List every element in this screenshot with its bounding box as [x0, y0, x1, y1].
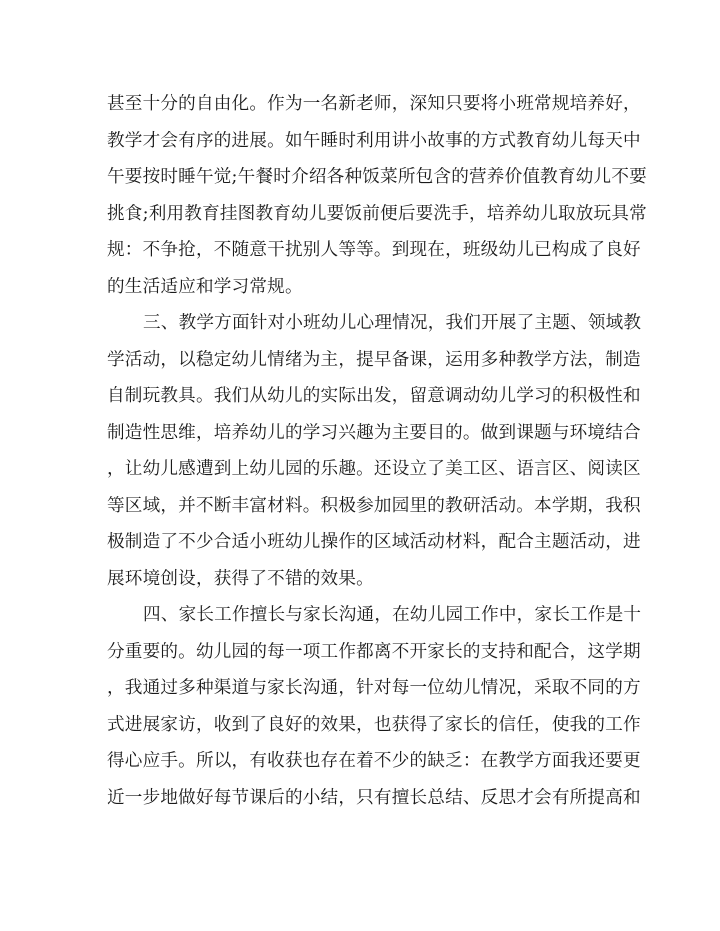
text-line: 挑食;利用教育挂图教育幼儿要饭前便后要洗手，培养幼儿取放玩具常 — [107, 203, 647, 224]
text-line: 规：不争抢，不随意干扰别人等等。到现在，班级幼儿已构成了良好 — [107, 240, 641, 260]
text-line: 教学才会有序的进展。如午睡时利用讲小故事的方式教育幼儿每天中 — [107, 130, 641, 151]
text-line: 的生活适应和学习常规。 — [107, 276, 303, 297]
text-line: 极制造了不少合适小班幼儿操作的区域活动材料，配合主题活动，进 — [107, 532, 641, 552]
text-line: ，让幼儿感遭到上幼儿园的乐趣。还设立了美工区、语言区、阅读区 — [107, 459, 641, 479]
text-line: 午要按时睡午觉;午餐时介绍各种饭菜所包含的营养价值教育幼儿不要 — [107, 167, 647, 187]
text-line: 展环境创设，获得了不错的效果。 — [107, 568, 374, 589]
text-line: 近一步地做好每节课后的小结，只有擅长总结、反思才会有所提高和 — [107, 787, 641, 808]
text-line: 式进展家访，收到了良好的效果，也获得了家长的信任，使我的工作 — [107, 714, 641, 735]
text-line: 得心应手。所以，有收获也存在着不少的缺乏：在教学方面我还要更 — [107, 751, 641, 771]
text-line: 制造性思维，培养幼儿的学习兴趣为主要目的。做到课题与环境结合 — [107, 422, 641, 443]
text-line: 自制玩教具。我们从幼儿的实际出发，留意调动幼儿学习的积极性和 — [107, 386, 641, 406]
paragraph-start-line: 三、教学方面针对小班幼儿心理情况，我们开展了主题、领域教 — [143, 313, 642, 333]
paragraph-start-line: 四、家长工作擅长与家长沟通，在幼儿园工作中，家长工作是十 — [143, 605, 642, 625]
text-line: ，我通过多种渠道与家长沟通，针对每一位幼儿情况，采取不同的方 — [107, 678, 641, 698]
text-line: 甚至十分的自由化。作为一名新老师，深知只要将小班常规培养好， — [107, 94, 641, 114]
text-line: 分重要的。幼儿园的每一项工作都离不开家长的支持和配合，这学期 — [107, 641, 641, 662]
text-line: 学活动，以稳定幼儿情绪为主，提早备课，运用多种教学方法，制造 — [107, 349, 641, 370]
body-text — [107, 86, 647, 816]
text-line: 等区域，并不断丰富材料。积极参加园里的教研活动。本学期，我积 — [107, 495, 641, 516]
